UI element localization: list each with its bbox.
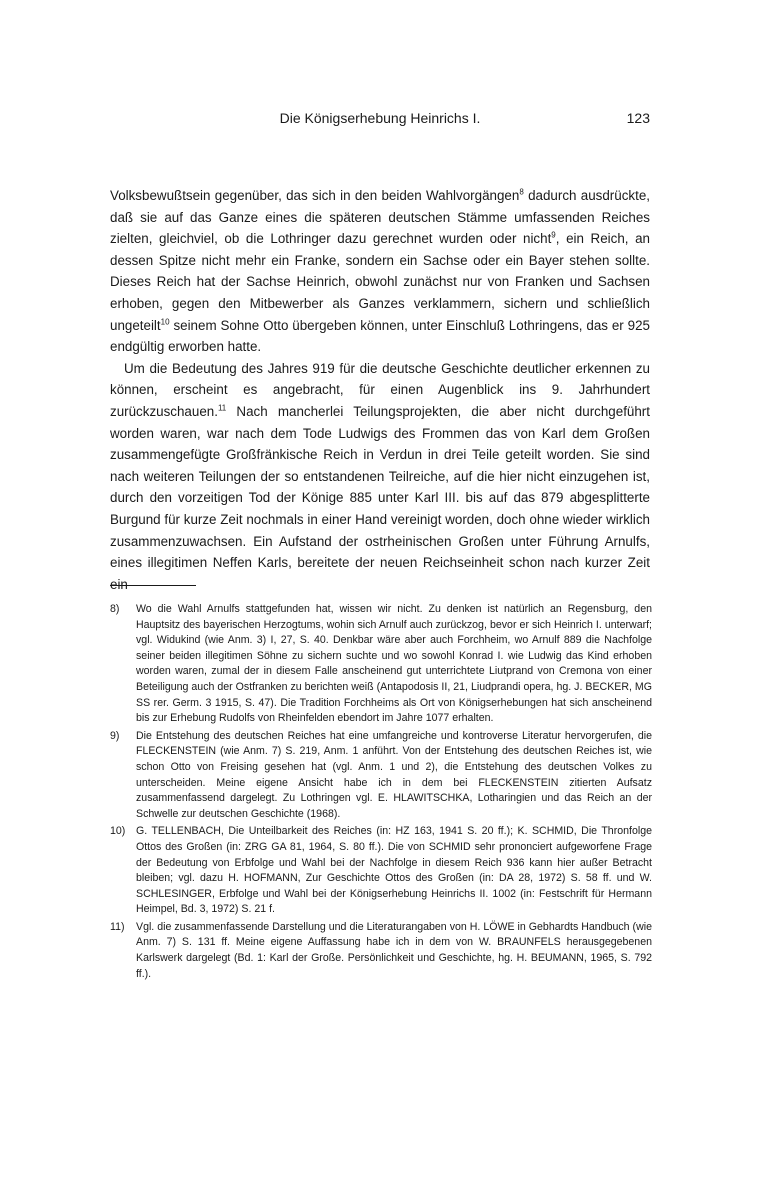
page-number: 123	[626, 110, 650, 126]
footnote-8	[110, 602, 652, 727]
paragraph-2	[110, 358, 650, 596]
paragraph-1	[110, 185, 650, 358]
footnote-reference: 11	[217, 403, 227, 413]
paragraph-text: Nach mancherlei Teilungsprojekten, die aber nicht durchgeführt worden waren, war nach dem Tode Ludwigs des Frommen das von Karl dem Großen zusammengefügte Großfränkische Reich in Verdun in drei Teile geteilt worden. Sie sind nach weiteren Teilungen der so entstandenen Teilreiche, auf die hier nicht einzugehen ist, durch den vorzeitigen Tod der Könige 885 unter Karl III. bis auf das 879 abgesplitterte Burgund für kurze Zeit nochmals in einer Hand vereinigt worden, doch ohne wieder wirklich zusammenzuwachsen. Ein Aufstand der ostrheinischen Großen unter Führung Arnulfs, eines illegitimen Neffen Karls, bereitete der neuen Reichseinheit schon nach kurzer Zeit ein	[110, 403, 650, 592]
paragraph-text: , ein Reich, an dessen Spitze nicht mehr ein Franke, sondern ein Sachse oder ein Bayer stehen sollte. Dieses Reich hat der Sachse Heinrich, obwohl zunächst nur von Franken und Sachsen erhoben, gegen den Mitbewerber als Ganzes verklammern, sichern und schließlich ungeteilt	[110, 231, 650, 333]
main-text	[110, 185, 650, 595]
footnote-10	[110, 824, 652, 918]
running-header	[110, 108, 650, 128]
paragraph-text: Volksbewußtsein gegenüber, das sich in den beiden Wahlvorgängen	[110, 188, 520, 203]
footnote-11	[110, 920, 652, 982]
footnote-text: Wo die Wahl Arnulfs stattgefunden hat, wissen wir nicht. Zu denken ist natürlich an Regensburg, den Hauptsitz des bayerischen Herzogtums, wohin sich Arnulf auch zurückzog, bevor er sich Heinrich I. unterwarf; vgl. Widukind (wie Anm. 3) I, 27, S. 40. Denkbar wäre aber auch Forchheim, wo Arnulf 889 die Nachfolge seiner beiden illegitimen Söhne zu sichern suchte und wo sowohl Konrad I. wie Ludwig das Kind erhoben worden waren, zumal der in diesem Falle anscheinend gut unterrichtete Liutprand von Cremona von einer Beteiligung auch der Ostfranken zu berichten weiß (Antapodosis II, 21, Liudprandi opera, hg. J. BECKER, MG SS rer. Germ. 3 1915, S. 47). Die Tradition Forchheims als Ort von Königserhebungen hat sich anscheinend bis zur Erhebung Rudolfs von Rheinfelden ebendort im Jahre 1077 erhalten.	[136, 603, 652, 725]
footnote-number: 10)	[110, 825, 126, 838]
footnote-text: Vgl. die zusammenfassende Darstellung und die Literaturangaben von H. LÖWE in Gebhardts Handbuch (wie Anm. 7) S. 131 ff. Meine eigene Auffassung habe ich in dem von W. BRAUNFELS herausgegebenen Karlswerk dargelegt (Bd. 1: Karl der Große. Persönlichkeit und Geschichte, hg. H. BEUMANN, 1965, S. 792 ff.).	[136, 920, 652, 980]
footnote-number: 11)	[110, 920, 125, 933]
paragraph-text: dadurch ausdrückte, daß sie auf das Ganze eines die späteren deutschen Stämme umfassenden Reiches zielten, gleichviel, ob die Lothringer dazu gerechnet wurden oder nicht	[110, 188, 650, 247]
paragraph-text: seinem Sohne Otto übergeben können, unter Einschluß Lothringens, das er 925 endgültig erworben hatte.	[110, 317, 650, 355]
footnote-separator	[110, 585, 196, 586]
footnote-text: G. TELLENBACH, Die Unteilbarkeit des Reiches (in: HZ 163, 1941 S. 20 ff.); K. SCHMID, Die Thronfolge Ottos des Großen (in: ZRG GA 81, 1964, S. 80 ff.). Die von SCHMID sehr prononciert aufgeworfene Frage der Bedeutung von Erbfolge und Wahl bei der Nachfolge in diesem Reich 936 kann hier außer Betracht bleiben; vgl. dazu H. HOFMANN, Zur Geschichte Ottos des Großen (in: DA 28, 1972) S. 58 ff. und W. SCHLESINGER, Erbfolge und Wahl bei der Königserhebung Heinrichs II. 1002 (in: Festschrift für Hermann Heimpel, Bd. 3, 1972) S. 21 f.	[136, 825, 652, 916]
footnote-reference: 8	[519, 187, 524, 197]
footnote-reference: 9	[551, 230, 556, 240]
running-title: Die Königserhebung Heinrichs I.	[279, 110, 481, 126]
footnote-text: Die Entstehung des deutschen Reiches hat eine umfangreiche und kontroverse Literatur hervorgerufen, die FLECKENSTEIN (wie Anm. 7) S. 219, Anm. 1 anführt. Von der Entstehung des deutschen Reiches ist, wie schon Otto von Freising gesehen hat (vgl. Anm. 1 und 2), die Entstehung des deutschen Volkes zu unterscheiden. Meine eigene Ansicht habe ich in dem bei FLECKENSTEIN zitierten Aufsatz zusammenfassend dargelegt. Zu Lothringen vgl. E. HLAWITSCHKA, Lotharingien und das Reich an der Schwelle zur deutschen Geschichte (1968).	[136, 729, 652, 820]
paragraph-text: Um die Bedeutung des Jahres 919 für die deutsche Geschichte deutlicher erkennen zu können, erscheint es angebracht, für einen Augenblick ins 9. Jahrhundert zurückzuschauen.	[110, 360, 650, 419]
footnotes	[110, 602, 652, 984]
footnote-number: 8)	[110, 603, 120, 615]
footnote-9	[110, 729, 652, 823]
footnote-reference: 10	[160, 317, 170, 327]
footnote-number: 9)	[110, 729, 120, 742]
